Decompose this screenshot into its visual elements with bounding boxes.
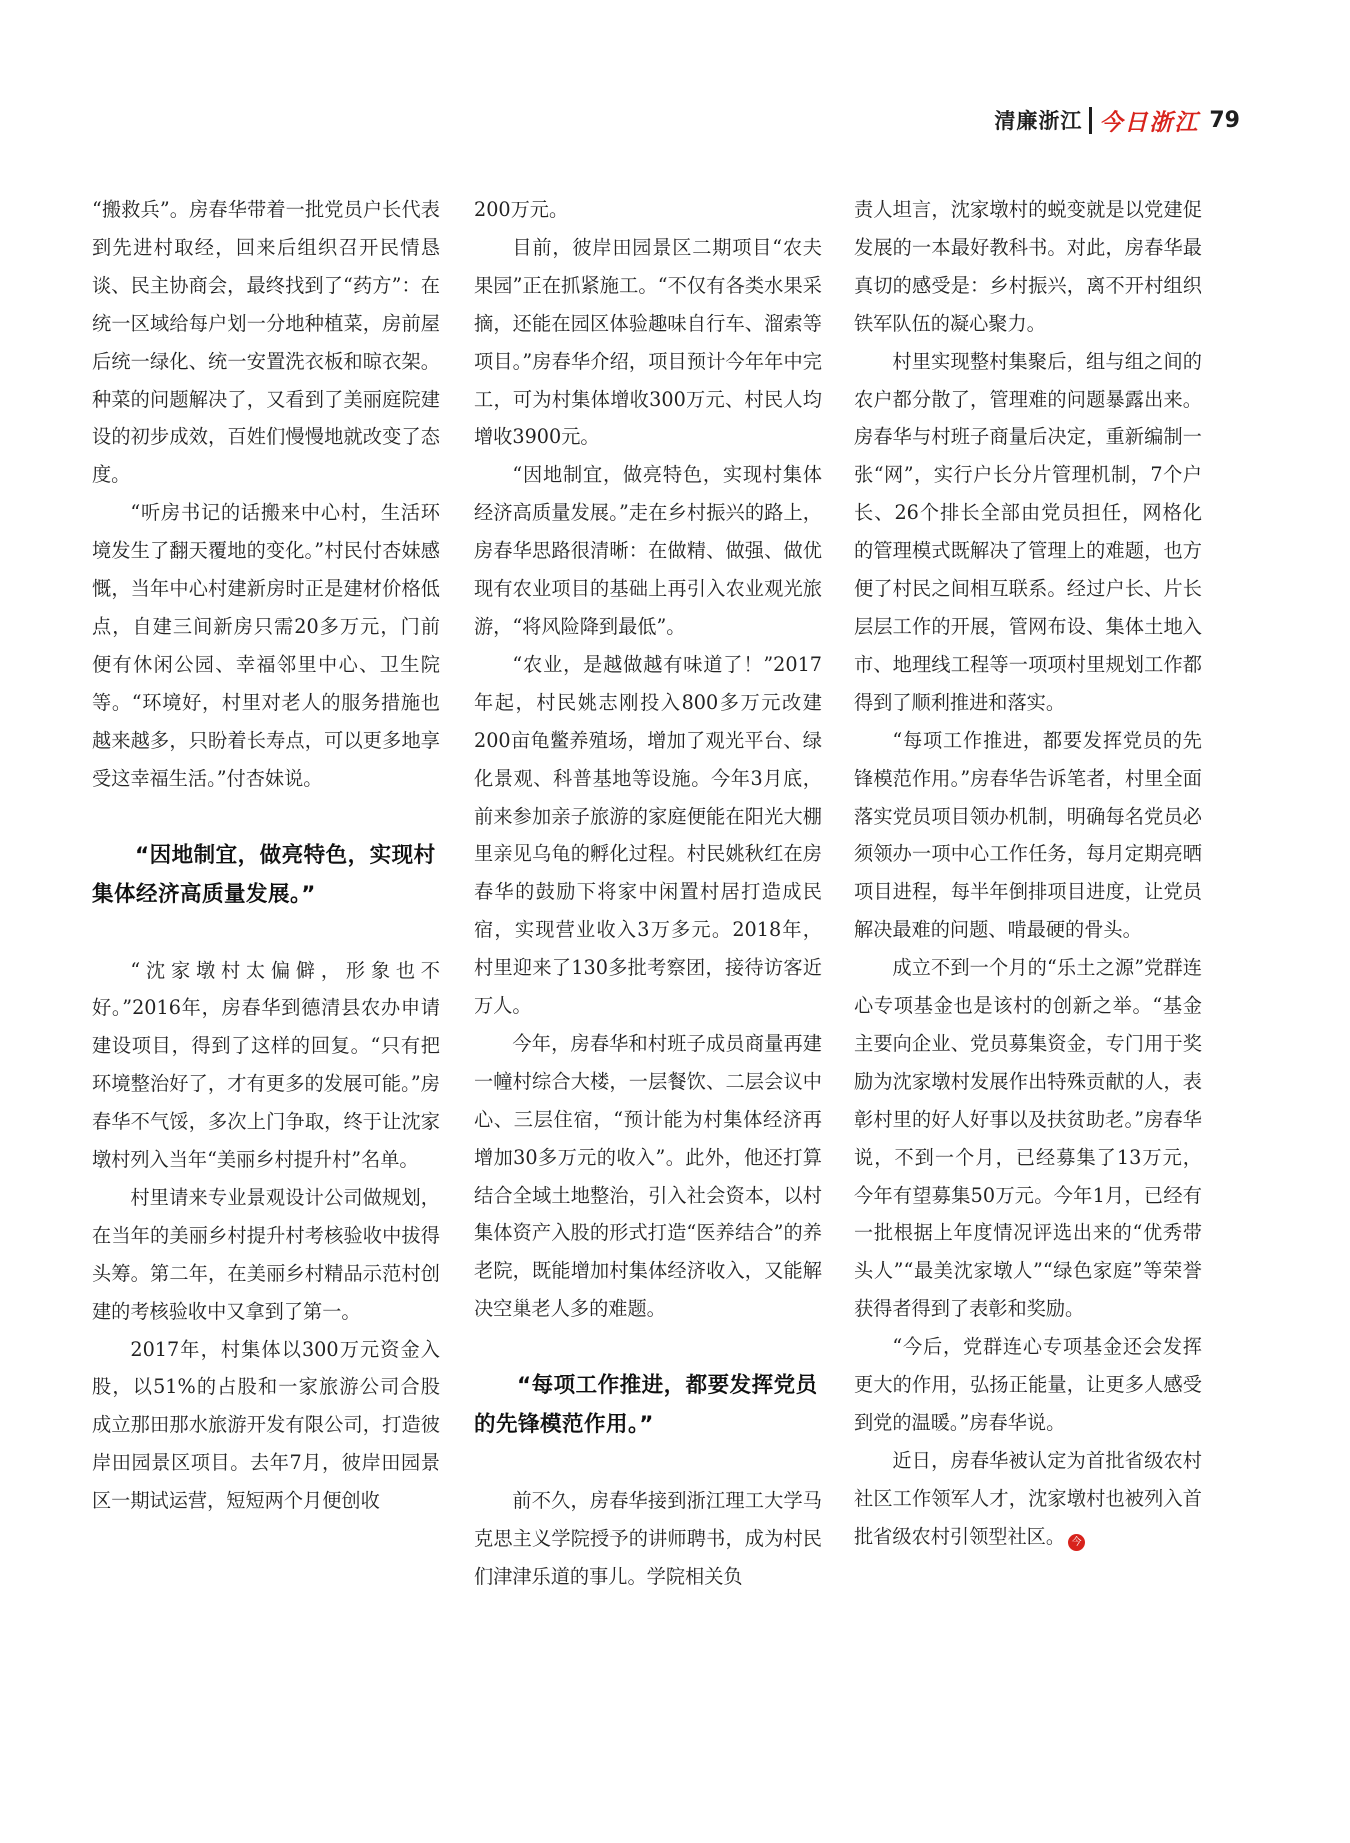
section-heading: “每项工作推进，都要发挥党员的先锋模范作用。”	[474, 1373, 818, 1438]
paragraph: 成立不到一个月的“乐土之源”党群连心专项基金也是该村的创新之举。“基金主要向企业、党员募集资金，专门用于奖励为沈家墩村发展作出特殊贡献的人，表彰村里的好人好事以及扶贫助老。”房春华说，不到一个月，已经募集了13万元，今年有望募集50万元。今年1月，已经有一批根据上年度情况评选出来的“优秀带头人”“最美沈家墩人”“绿色家庭”等荣誉获得者得到了表彰和奖励。	[854, 956, 1202, 1321]
header-divider	[1089, 107, 1092, 134]
paragraph-text: 近日，房春华被认定为首批省级农村社区工作领军人才，沈家墩村也被列入首批省级农村引领型社区。	[854, 1448, 1202, 1548]
paragraph: “今后，党群连心专项基金还会发挥更大的作用，弘扬正能量，让更多人感受到党的温暖。”房春华说。	[854, 1335, 1202, 1434]
paragraph-final	[854, 1442, 1202, 1556]
paragraph: 200万元。	[474, 198, 569, 221]
section-name: 清廉浙江	[994, 109, 1083, 133]
paragraph: 村里实现整村集聚后，组与组之间的农户都分散了，管理难的问题暴露出来。房春华与村班子商量后决定，重新编制一张“网”，实行户长分片管理机制，7个户长、26个排长全部由党员担任，网格化的管理模式既解决了管理上的难题，也方便了村民之间相互联系。经过户长、片长层层工作的开展，管网布设、集体土地入市、地理线工程等一项项村里规划工作都得到了顺利推进和落实。	[854, 349, 1202, 714]
article-column-3	[854, 191, 1202, 1556]
paragraph: 村里请来专业景观设计公司做规划，在当年的美丽乡村提升村考核验收中拔得头筹。第二年，在美丽乡村精品示范村创建的考核验收中又拿到了第一。	[92, 1185, 440, 1323]
paragraph: 今年，房春华和村班子成员商量再建一幢村综合大楼，一层餐饮、二层会议中心、三层住宿，“预计能为村集体经济再增加30多万元的收入”。此外，他还打算结合全域土地整治，引入社会资本，以村集体资产入股的形式打造“医养结合”的养老院，既能增加村集体经济收入，又能解决空巢老人多的难题。	[474, 1031, 822, 1321]
paragraph: “搬救兵”。房春华带着一批党员户长代表到先进村取经，回来后组织召开民情恳谈、民主协商会，最终找到了“药方”：在统一区域给每户划一分地种植菜，房前屋后统一绿化、统一安置洗衣板和晾衣架。种菜的问题解决了，又看到了美丽庭院建设的初步成效，百姓们慢慢地就改变了态度。	[92, 198, 440, 487]
magazine-logo: 今日浙江	[1099, 109, 1200, 136]
paragraph: 目前，彼岸田园景区二期项目“农夫果园”正在抓紧施工。“不仅有各类水果采摘，还能在园区体验趣味自行车、溜索等项目。”房春华介绍，项目预计今年年中完工，可为村集体增收300万元、村民人均增收3900元。	[474, 235, 822, 449]
paragraph: 责人坦言，沈家墩村的蜕变就是以党建促发展的一本最好教科书。对此，房春华最真切的感受是：乡村振兴，离不开村组织铁军队伍的凝心聚力。	[854, 198, 1202, 335]
article-column-1	[92, 191, 440, 1520]
paragraph: 2017年，村集体以300万元资金入股，以51%的占股和一家旅游公司合股成立那田那水旅游开发有限公司，打造彼岸田园景区项目。去年7月，彼岸田园景区一期试运营，短短两个月便创收	[92, 1337, 440, 1513]
page-number: 79	[1209, 107, 1240, 133]
paragraph: 前不久，房春华接到浙江理工大学马克思主义学院授予的讲师聘书，成为村民们津津乐道的事儿。学院相关负	[474, 1489, 822, 1588]
paragraph: “每项工作推进，都要发挥党员的先锋模范作用。”房春华告诉笔者，村里全面落实党员项目领办机制，明确每名党员必须领办一项中心工作任务，每月定期亮晒项目进程，每半年倒排项目进度，让党员解决最难的问题、啃最硬的骨头。	[854, 728, 1202, 942]
paragraph: “农业，是越做越有味道了！”2017年起，村民姚志刚投入800多万元改建200亩龟鳖养殖场，增加了观光平台、绿化景观、科普基地等设施。今年3月底，前来参加亲子旅游的家庭便能在阳光大棚里亲见乌龟的孵化过程。村民姚秋红在房春华的鼓励下将家中闲置村居打造成民宿，实现营业收入3万多元。2018年，村里迎来了130多批考察团，接待访客近万人。	[474, 652, 822, 1018]
paragraph: “因地制宜，做亮特色，实现村集体经济高质量发展。”走在乡村振兴的路上，房春华思路很清晰：在做精、做强、做优现有农业项目的基础上再引入农业观光旅游，“将风险降到最低”。	[474, 463, 822, 638]
end-mark-icon: 今	[1068, 1534, 1085, 1551]
page-header	[994, 100, 1240, 140]
paragraph: “听房书记的话搬来中心村，生活环境发生了翻天覆地的变化。”村民付杏妹感慨，当年中心村建新房时正是建材价格低点，自建三间新房只需20多万元，门前便有休闲公园、幸福邻里中心、卫生院等。“环境好，村里对老人的服务措施也越来越多，只盼着长寿点，可以更多地享受这幸福生活。”付杏妹说。	[92, 501, 440, 790]
section-heading: “因地制宜，做亮特色，实现村集体经济高质量发展。”	[92, 842, 436, 907]
paragraph: “沈家墩村太偏僻，形象也不好。”2016年，房春华到德清县农办申请建设项目，得到了这样的回复。“只有把环境整治好了，才有更多的发展可能。”房春华不气馁，多次上门争取，终于让沈家墩村列入当年“美丽乡村提升村”名单。	[92, 958, 440, 1172]
article-column-2	[474, 191, 822, 1596]
